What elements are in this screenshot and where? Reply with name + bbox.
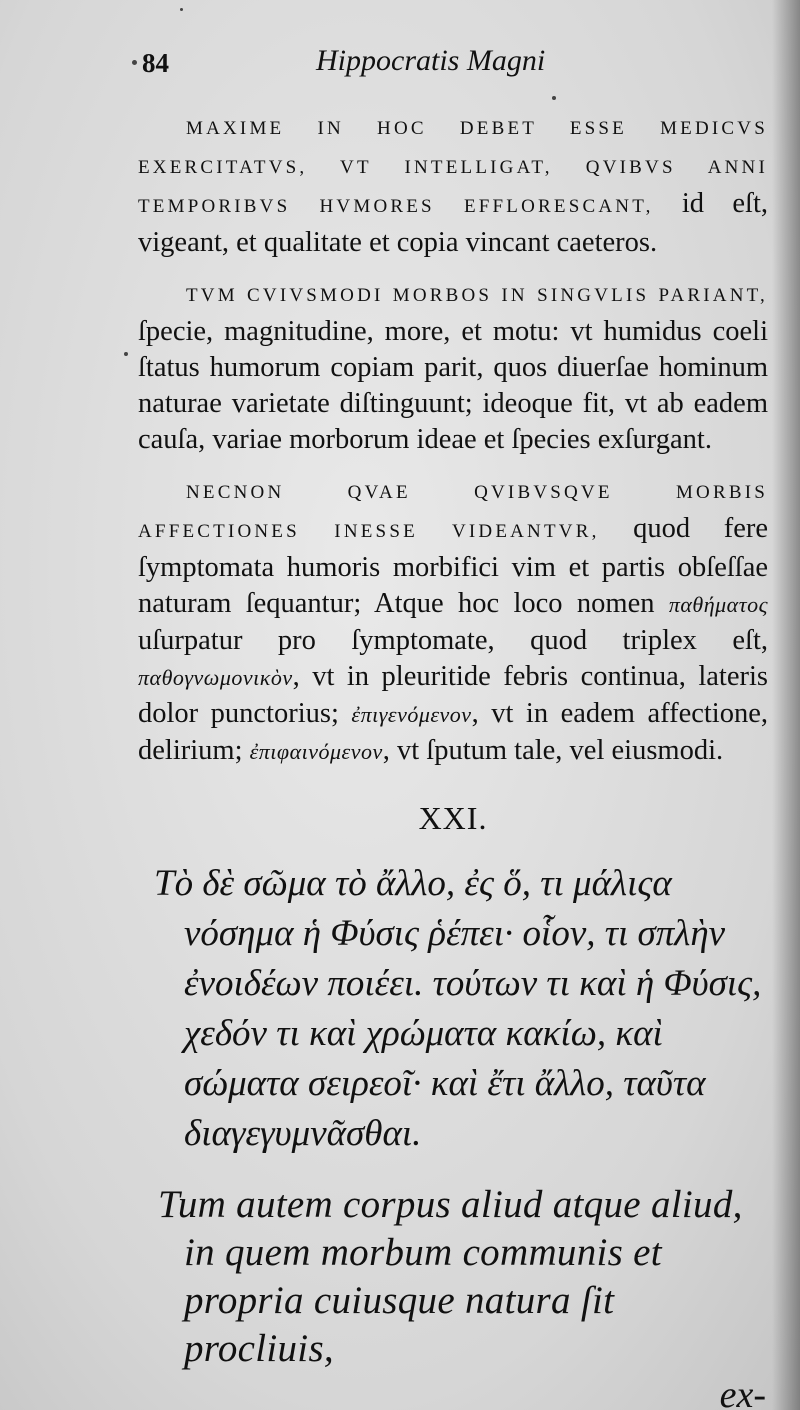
- paragraph-2-text: ſpecie, magnitudine, more, et motu: vt humidus coeli ſtatus humorum copiam parit, quos diuerſae hominum naturae varietate diſtinguunt; ideoque fit, vt ab eadem cauſa, variae morborum ideae et ſpecies exſurgant.: [138, 316, 768, 455]
- ink-speck: [132, 60, 137, 65]
- running-head: Hippocratis Magni: [316, 44, 546, 77]
- paragraph-1-caps: MAXIME IN HOC DEBET ESSE MEDICVS EXERCITATVS, VT INTELLIGAT, QVIBVS ANNI TEMPORIBVS HVMORES EFFLORESCANT,: [138, 118, 768, 217]
- paragraph-2: [138, 275, 768, 458]
- paragraph-3-text-1: quod fere ſymptomata humoris morbifici vim et partis obſeſſae naturam ſequantur; Atque hoc loco nomen: [138, 513, 768, 619]
- paragraph-3-text-5: , vt ſputum tale, vel eiusmodi.: [382, 735, 724, 766]
- paragraph-3-text-2: uſurpatur pro ſymptomate, quod triplex eſt,: [138, 625, 768, 656]
- paragraph-3-text-3: , vt in pleuritide febris continua, lateris dolor punctorius;: [138, 661, 768, 729]
- section-number: XXI.: [418, 800, 488, 836]
- paragraph-1: [138, 108, 768, 261]
- ink-speck: [180, 8, 183, 11]
- paragraph-3-text-4: , vt in eadem affectione, delirium;: [138, 698, 768, 766]
- page-header: [142, 38, 740, 88]
- paragraph-3-caps: NECNON QVAE QVIBVSQVE MORBIS AFFECTIONES INESSE VIDEANTVR,: [138, 482, 768, 542]
- latin-passage: Tum autem corpus aliud atque aliud, in quem morbum communis et propria cuiusque natura ſit procliuis,: [158, 1183, 743, 1370]
- greek-term-epigenomenon: ἐπιγενόμενον: [351, 702, 472, 727]
- catchword: ex-: [719, 1374, 766, 1410]
- paragraph-3: [138, 472, 768, 770]
- body-text: [138, 108, 768, 1410]
- greek-term-pathematos: παθήματος: [668, 592, 768, 617]
- paragraph-2-caps: TVM CVIVSMODI MORBOS IN SINGVLIS PARIANT,: [186, 285, 768, 306]
- ink-speck: [552, 96, 556, 100]
- greek-term-epiphainomenon: ἐπιφαινόμενον: [249, 739, 383, 764]
- ink-speck: [124, 352, 128, 356]
- greek-passage: Τὸ δὲ σῶμα τὸ ἄλλο, ἐς ὅ, τι μάλιςα νόσημα ἡ Φύσις ῥέπει· οἷον, τι σπλὴν ἐνοιδέων ποιέει. τούτων τι καὶ ἡ Φύσις, χεδόν τι καὶ χρώματα κακίω, καὶ σώματα σειρεοῖ· καὶ ἔτι ἄλλο, ταῦτα διαγεγυμνᾶσθαι.: [154, 863, 762, 1154]
- paragraph-1-text: id eſt, vigeant, et qualitate et copia vincant caeteros.: [138, 188, 768, 258]
- greek-term-pathognomonikon: παθογνωμονικὸν: [138, 665, 293, 690]
- page-number: 84: [142, 48, 169, 78]
